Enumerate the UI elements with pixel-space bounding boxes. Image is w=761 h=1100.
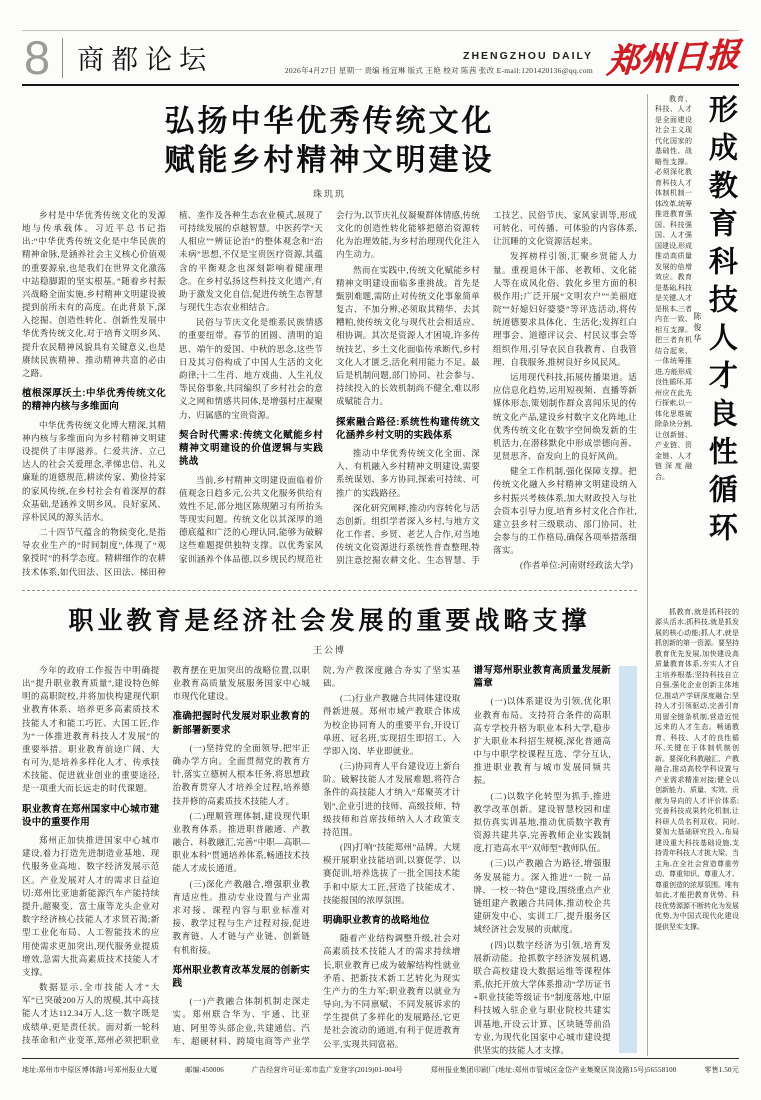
paragraph: 深化研究阐释,推动内容转化与活态创新。组织学者深入乡村,与地方文化工作者、乡贤、老艺人合作,对当地传统文化资源进行系统性普查整理,特别注意挖掘农耕文化、生态智慧、手工技艺、民俗节庆、家风家训等,形成可转化、可传播、可体验的内容体系,让沉睡的文化资源活起来。 — [336, 209, 637, 566]
header-right — [284, 37, 741, 81]
bottom-article-layout — [22, 664, 637, 1057]
page-header — [22, 31, 739, 84]
main-article-body — [22, 209, 637, 579]
main-column — [22, 94, 637, 1056]
paragraph: (四)打响“技能郑州”品牌。大规模开展职业技能培训,以赛促学、以赛促训,培养选拔了一批全国技术能手和中原大工匠,营造了技能成才、技能报国的浓厚氛围。 — [323, 842, 461, 905]
content-area — [22, 94, 739, 1056]
header-rule — [22, 84, 739, 86]
author-affiliation: (作者单位:河南财经政法大学) — [519, 560, 633, 571]
paper-name-en: ZHENGZHOU DAILY — [463, 49, 593, 62]
sidebar-body-bottom — [655, 607, 739, 1056]
bottom-article-title: 职业教育是经济社会发展的重要战略支撑 — [68, 606, 591, 635]
subhead: 植根深厚沃土:中华优秀传统文化的精神内核与多维面向 — [22, 388, 166, 413]
masthead-logo: 郑州日报 — [605, 37, 741, 81]
main-title-line1: 弘扬中华优秀传统文化 — [164, 104, 495, 138]
main-article-byline: 珠玑玑 — [312, 188, 346, 199]
subhead: 郑州职业教育改革发展的创新实践 — [172, 964, 310, 989]
paragraph: 郑州正加快推进国家中心城市建设,着力打造先进制造业基地、现代服务业高地、数字经济发展示范区。产业发展对人才的需求日益迫切:郑州比亚迪新能源汽车产能持续提升,超聚变、富士康等龙头企业对数字经济核心技能人才求贤若渴;新型工业化布局、人工智能技术的应用使需求更加突出,现代服务业提质增效,急需大批高素质技术技能人才支撑。 — [22, 835, 160, 977]
sidebar-title-vertical: 形成教育科技人才良性循环 — [704, 93, 737, 550]
subhead: 探索融合路径:系统性构建传统文化涵养乡村文明的实践体系 — [336, 416, 480, 441]
paragraph: 二十四节气蕴含的物候变化,是指导农业生产的“时间制度”,体现了“观象授时”的科学态度。精耕细作的农耕技术体系,如代田法、区田法、梯田种植、垄作及各种生态农业模式,展现了可持续发展的卓越智慧。中医药学“天人相应”“辨证论治”的整体观念和“治未病”思想,不仅是宝贵医疗资源,其蕴含的平衡观念也深刻影响着健康理念。在乡村弘扬这些科技文化遗产,有助于激发文化自信,促进传统生态智慧与现代生态农业相结合。 — [22, 209, 323, 577]
paragraph: 然而在实践中,传统文化赋能乡村精神文明建设面临多重挑战。首先是甄别难题,需防止对传统文化事象简单复古、不加分辨,必须取其精华、去其糟粕,使传统文化与现代社会相适应、相协调。其次是资源人才困境,许多传统技艺、乡土文化面临传承断代,乡村文化人才匮乏,活化利用能力不足。最后是机制问题,部门协同、社会参与、持续投入的长效机制尚不健全,难以形成赋能合力。 — [336, 264, 480, 407]
paragraph: 教育、科技、人才是全面建设社会主义现代化国家的基础性、战略性支撑。必须深化教育科技人才体制机制一体改革,统筹推进教育强国、科技强国、人才强国建设,形成推动高质量发展的倍增效应。教育是基础,科技是关键,人才是根本,三者内在一致、相互支撑。把三者有机结合起来、一体统筹推进,方能形成良性循环,郑州应在此先行探索,以一体化思维破除条块分割,让创新链、产业链、资金链、人才链深度融合。 — [655, 94, 692, 481]
subhead: 契合时代需求:传统文化赋能乡村精神文明建设的价值逻辑与实践挑战 — [179, 429, 323, 468]
sidebar-body-top — [655, 94, 692, 599]
bottom-article — [22, 597, 637, 1057]
header-left — [22, 31, 214, 84]
paragraph: (一)坚持党的全面领导,把牢正确办学方向。全面贯彻党的教育方针,落实立德树人根本任务,将思想政治教育贯穿人才培养全过程,培养德技并修的高素质技术技能人才。 — [172, 742, 310, 806]
paragraph: 随着产业结构调整升级,社会对高素质技术技能人才的需求持续增长,职业教育已成为破解结构性就业矛盾、把新技术新工艺转化为现实生产力的生力军;职业教育以就业为导向,为不同禀赋、不同发展诉求的学生提供了多样化的发展路径,它更是社会流动的通道,有利于促进教育公平,实现共同富裕。 — [323, 933, 461, 1049]
paragraph: (三)以产教融合为路径,增强服务发展能力。深入推进“一院一品牌、一校一特色”建设,围绕重点产业链组建产教融合共同体,推动校企共建研发中心、实训工厂,提升服务区域经济社会发展的贡献度。 — [473, 858, 611, 935]
subhead: 职业教育在郑州国家中心城市建设中的重要作用 — [22, 803, 160, 828]
paragraph: 发挥榜样引领,汇聚乡贤能人力量。重视退休干部、老教师、文化能人等在成风化俗、敦化乡里方面的积极作用;广泛开展“文明农户”“美丽庭院”“好媳妇好婆婆”等评选活动,将传统道德要求具体化、生活化;发挥红白理事会、道德评议会、村民议事会等组织作用,引导农民自我教育、自我管理、自我服务,推树良好乡风民风。 — [493, 251, 637, 367]
paragraph: (一)以体系建设为引领,优化职业教育布局。支持符合条件的高职高专学校升格为职业本科大学,稳步扩大职业本科招生规模,深化普通高中与中职学校课程互选、学分互认,推进职业教育与城市发展同频共振。 — [473, 696, 611, 786]
paragraph: (三)深化产教融合,增强职业教育适应性。推动专业设置与产业需求对接、课程内容与职业标准对接、教学过程与生产过程对接,促进教育链、人才链与产业链、创新链有机衔接。 — [172, 878, 310, 955]
paragraph: (二)以数字化转型为抓手,推进教学改革创新。建设智慧校园和虚拟仿真实训基地,推动优质数字教育资源共建共享,完善教师企业实践制度,打造高水平“双师型”教师队伍。 — [473, 790, 611, 854]
article-divider — [22, 590, 637, 591]
subhead: 明确职业教育的战略地位 — [323, 914, 430, 926]
subhead: 准确把握时代发展对职业教育的新部署新要求 — [172, 711, 310, 736]
sidebar-article — [647, 94, 739, 1056]
paragraph: 乡村是中华优秀传统文化的发源地与传承载体。习近平总书记指出:“中华优秀传统文化是中华民族的精神命脉,是涵养社会主义核心价值观的重要源泉,也是我们在世界文化激荡中站稳脚跟的坚实根基。”随着乡村振兴战略全面实施,乡村精神文明建设被提到前所未有的高度。在此背景下,深入挖掘、创造性转化、创新性发展中华优秀传统文化,对于培育文明乡风、提升农民精神风貌具有关键意义,也是赓续民族精神、推动精神共富的必由之路。 — [22, 209, 166, 378]
paragraph: 中华优秀传统文化博大精深,其精神内核与多维面向为乡村精神文明建设提供了丰厚滋养。仁爱共济、立己达人的社会关爱理念,孝悌忠信、礼义廉耻的道德规范,耕读传家、勤俭持家的家风传统,在乡村社会有着深厚的群众基础,是涵养文明乡风、良好家风、淳朴民风的源头活水。 — [22, 419, 166, 522]
header-meta — [285, 50, 593, 78]
page-footer — [22, 1058, 739, 1075]
paragraph: 数据显示,全市技能人才“大军”已突破200万人的规模,其中高技能人才达112.34万人,这一数字既是成绩单,更是责任状。面对新一轮科技革命和产业变革,郑州必须把职业教育摆在更加突出的战略位置,以职业教育高质量发展服务国家中心城市现代化建设。 — [22, 664, 310, 1045]
paragraph: (四)以数字经济为引领,培育发展新动能。抢抓数字经济发展机遇,联合高校建设大数据运维等课程体系,依托开放大学体系推动“学历证书+职业技能等级证书”制度落地,中原科技城入驻企业与职业院校共建实训基地,开设云计算、区块链等前沿专业,为现代化国家中心城市建设提供坚实的技能人才支撑。 — [473, 939, 611, 1055]
paragraph: (二)行业产教融合共同体建设取得新进展。郑州市域产教联合体成为校企协同育人的重要平台,开设订单班、冠名班,实现招生即招工、入学即入岗、毕业即就业。 — [323, 693, 461, 756]
paragraph: 抓教育,就是抓科技的源头活水;抓科技,就是抓发展的核心动能;抓人才,就是抓创新的第一资源。要坚持教育优先发展,加快建设高质量教育体系,夯实人才自主培养根基;坚持科技自立自强,强化企业创新主体地位,推动产学研深度融合;坚持人才引领驱动,完善引育用留全链条机制,营造近悦远来的人才生态。畅通教育、科技、人才的良性循环,关键在于体制机制创新。要深化科教融汇、产教融合,推动高校学科设置与产业需求精准对接;健全以创新能力、质量、实效、贡献为导向的人才评价体系;完善科技成果转化机制,让科研人员名利双收。同时,要加大基础研究投入,布局建设重大科技基础设施,支持青年科技人才挑大梁、当主角,在全社会营造尊重劳动、尊重知识、尊重人才、尊重创造的浓厚氛围。唯有如此,才能把教育优势、科技优势源源不断转化为发展优势,为中国式现代化建设提供坚实支撑。 — [655, 607, 739, 931]
footer-printer: 郑州报业集团印刷厂(地址:郑州市管城区金岱产业集聚区岗凌路15号)56558100 — [430, 1066, 677, 1074]
footer-address: 地址:郑州市中原区博体路1号郑州报业大厦 — [22, 1066, 158, 1074]
paragraph: (一)产教融合体制机制走深走实。郑州联合华为、宇通、比亚迪、阿里等头部企业,共建通信、汽车、超硬材料、跨境电商等产业学院,为产教深度融合夯实了坚实基础。 — [172, 664, 461, 1046]
paragraph: 当前,乡村精神文明建设面临着价值观念日趋多元,公共文化服务供给有效性不足,部分地区陈规陋习有所抬头等现实问题。传统文化以其深厚的道德底蕴和广泛的心理认同,能够为破解这些难题提供独特支撑。以优秀家风家训涵养个体品德,以乡规民约规范社会行为,以节庆礼仪凝聚群体情感,传统文化的创造性转化能够把德治资源转化为治理效能,为乡村治理现代化注入内生动力。 — [179, 209, 480, 564]
footer-price: 零售1.50元 — [704, 1066, 739, 1074]
paragraph: 运用现代科技,拓展传播渠道。适应信息化趋势,运用短视频、直播等新媒体形态,策划制作群众喜闻乐见的传统文化产品,建设乡村数字文化阵地,让优秀传统文化在数字空间焕发新的生机活力,在潜移默化中形成崇德向善、见贤思齐、奋发向上的良好风尚。 — [493, 372, 637, 462]
section-title: 商都论坛 — [77, 45, 214, 76]
footer-license: 广告经营许可证:郑市监广发登字(2019)01-004号 — [251, 1066, 403, 1074]
sidebar-author: 陈俊华 — [693, 311, 702, 345]
paragraph: 民俗与节庆文化是维系民族情感的重要纽带。春节的团圆、清明的追思、端午的爱国、中秋的思念,这些节日及其习俗构成了中国人生活的文化韵律;十二生肖、地方戏曲、人生礼仪等民俗事象,共同编织了乡村社会的意义之网和情感共同体,是增强村庄凝聚力、归属感的宝贵资源。 — [179, 317, 323, 420]
main-title-line2: 赋能乡村精神文明建设 — [164, 143, 495, 177]
sidebar-top — [655, 94, 739, 599]
footer-postcode: 邮编:450006 — [185, 1066, 225, 1074]
subhead: 谱写郑州职业教育高质量发展新篇章 — [473, 664, 611, 690]
paragraph: 今年的政府工作报告中明确提出“提升职业教育质量”,建设特色鲜明的高职院校,并将加快构建现代职业教育体系、培养更多高素质技术技能人才和能工巧匠、大国工匠,作为“一体推进教育科技人才发展”的重要举措。职业教育前途广阔、大有可为,是培养多样化人才、传承技术技能、促进就业创业的重要途径,是一项重大而长远走的时代课题。 — [22, 664, 160, 794]
paragraph: 推动中华优秀传统文化全面、深入、有机融入乡村精神文明建设,需要系统谋划、多方协同,探索可持续、可推广的实践路径。 — [336, 448, 480, 498]
main-article — [22, 94, 637, 579]
paragraph: 健全工作机制,强化保障支撑。把传统文化融入乡村精神文明建设纳入乡村振兴考核体系,加大财政投入与社会资本引导力度,培育乡村文化合作社,建立县乡村三级联动、部门协同、社会参与的工作格局,确保各项举措落细落实。 — [493, 466, 637, 556]
dateline: 2026年4月27日 星期一 责编 杨宜琳 版式 王艳 校对 陈茜 张改 E-mail:1201420136@qq.com — [284, 65, 593, 75]
bottom-article-body — [22, 664, 611, 1057]
blue-separator-bar — [619, 666, 637, 1053]
page-number: 8 — [24, 31, 51, 84]
main-article-title — [22, 102, 637, 180]
paragraph: (三)协同育人平台建设迈上新台阶。破解技能人才发展难题,将符合条件的高技能人才纳入“郑聚英才计划”,企业引进的技师、高级技师、特级技师和首席技师纳入人才政策支持范围。 — [323, 761, 461, 837]
bottom-article-byline: 王公博 — [312, 644, 346, 655]
paragraph: (二)理顺管理体制,建设现代职业教育体系。推进职普融通、产教融合、科教融汇,完善“中职—高职—职业本科”贯通培养体系,畅通技术技能人才成长通道。 — [172, 810, 310, 874]
